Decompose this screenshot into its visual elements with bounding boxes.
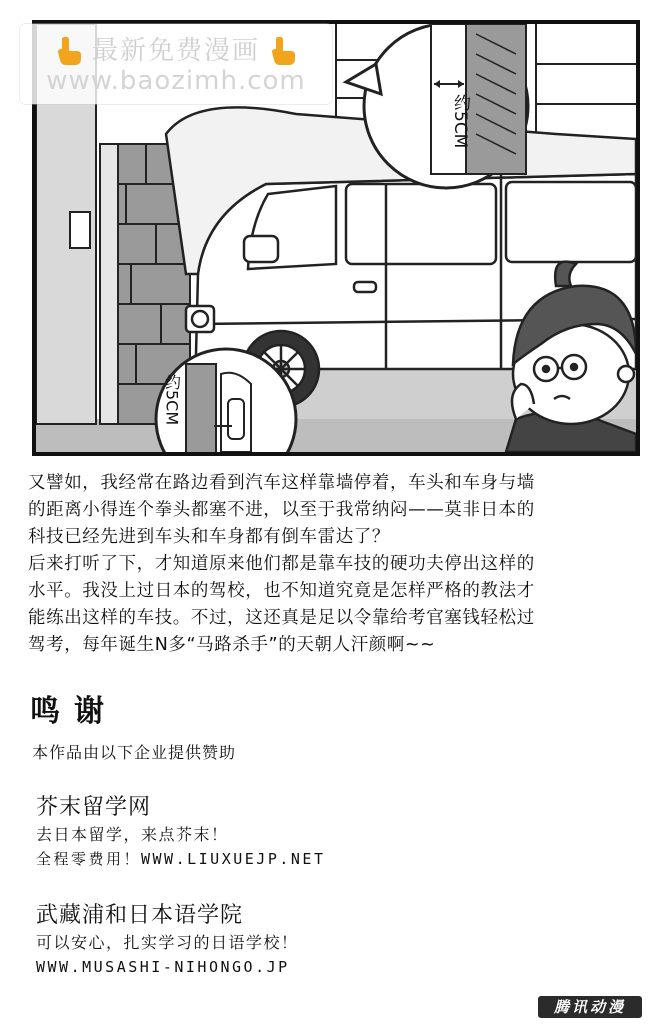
watermark-title-text: 最新免费漫画 (91, 36, 260, 66)
sponsor-block-musashi (36, 902, 596, 980)
narration-line: 的距离小得连个拳头都塞不进，以至于我常纳闷——莫非日本的 (28, 500, 535, 520)
thanks-heading: 鸣谢 (30, 694, 118, 729)
measure-label-top: 约5CM (450, 94, 470, 149)
sponsor-detail[interactable]: 全程零费用！WWW.LIUXUEJP.NET (36, 850, 326, 868)
narration-line: 科技已经先进到车头和车身都有倒车雷达了？ (28, 527, 390, 547)
narration-text (28, 470, 640, 659)
thanks-subtitle: 本作品由以下企业提供赞助 (32, 743, 237, 762)
pointing-hand-icon (270, 35, 296, 65)
sponsor-name: 芥末留学网 (36, 795, 152, 820)
narration-line: 又譬如，我经常在路边看到汽车这样靠墙停着，车头和车身与墙 (28, 473, 535, 493)
watermark-url[interactable]: www.baozimh.com (46, 66, 306, 96)
sponsor-block-jiemo (36, 794, 596, 872)
watermark-title (20, 30, 332, 67)
narration-line: 能练出这样的车技。不过，这还真是足以令靠给考官塞钱轻松过 (28, 608, 535, 628)
narration-line: 水平。我没上过日本的驾校，也不知道究竟是怎样严格的教法才 (28, 581, 535, 601)
sponsor-slogan: 可以安心，扎实学习的日语学校！ (36, 933, 299, 952)
pointing-hand-icon (56, 35, 82, 65)
sponsor-slogan: 去日本留学，来点芥末！ (36, 825, 229, 844)
sponsor-name: 武藏浦和日本语学院 (36, 903, 244, 928)
measure-label-bottom: 约5CM (162, 374, 182, 426)
sponsor-url[interactable]: WWW.MUSASHI-NIHONGO.JP (36, 958, 290, 976)
narration-line: 驾考，每年诞生N多“马路杀手”的天朝人汗颜啊~~ (28, 635, 436, 655)
watermark-banner (20, 24, 332, 104)
narration-line: 后来打听了下，才知道原来他们都是靠车技的硬功夫停出这样的 (28, 554, 535, 574)
tencent-comic-logo: 腾讯动漫 (538, 996, 642, 1018)
